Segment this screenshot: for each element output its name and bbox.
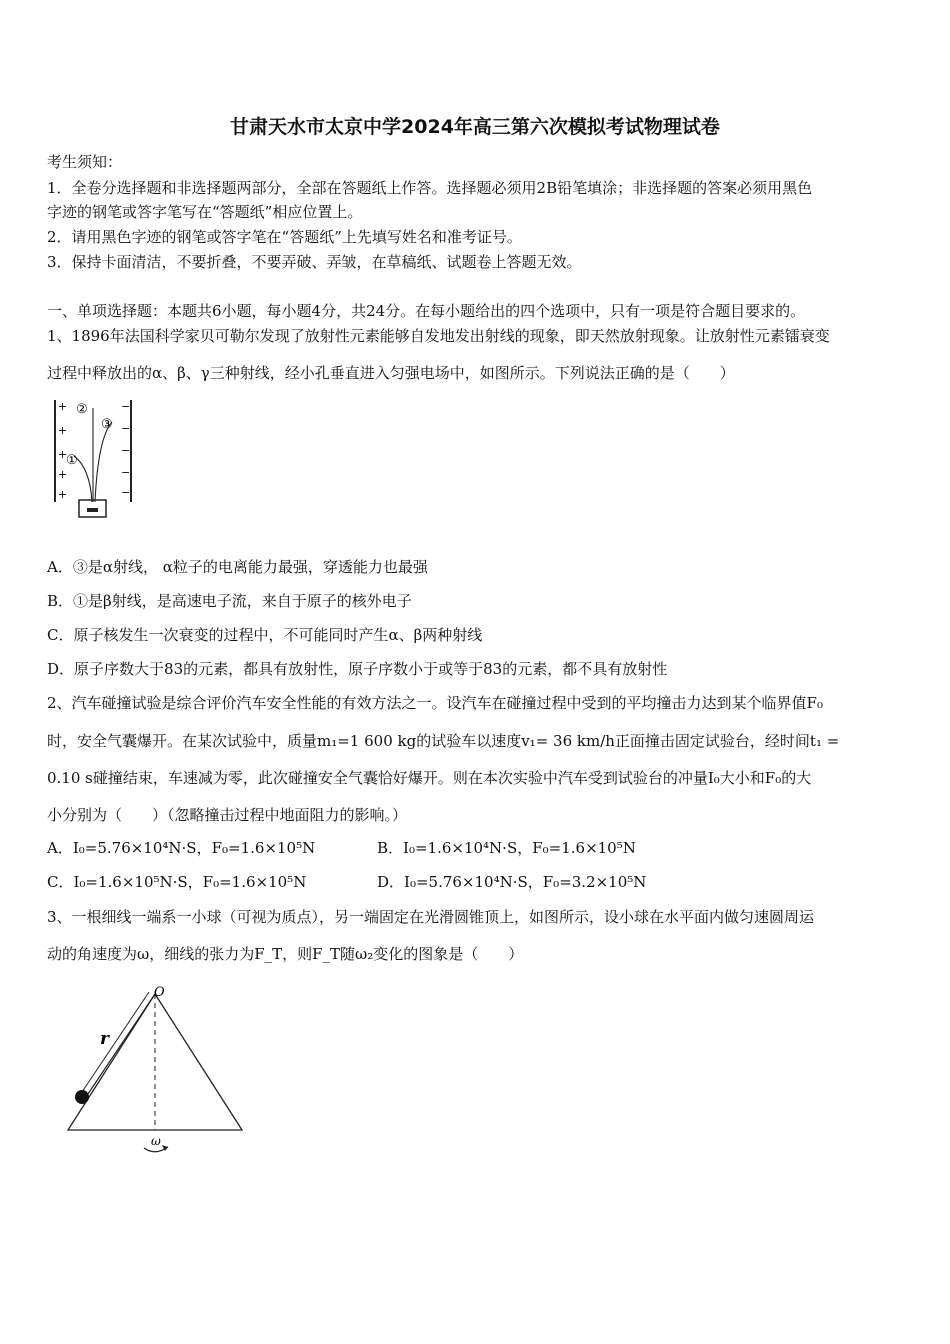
section-heading: 一、单项选择题：本题共6小题，每小题4分，共24分。在每小题给出的四个选项中，只有一项是符合题目要求的。 <box>47 302 806 320</box>
ray-3-label: ③ <box>101 417 113 432</box>
apex-label: O <box>154 985 165 1000</box>
q3-figure <box>60 982 250 1160</box>
q2-stem-line1: 2、汽车碰撞试验是综合评价汽车安全性能的有效方法之一。设汽车在碰撞过程中受到的平均撞击力达到某个临界值F₀ <box>47 694 823 712</box>
ray-2-label: ② <box>76 402 88 417</box>
q1-stem-line2: 过程中释放出的α、β、γ三种射线，经小孔垂直进入匀强电场中，如图所示。下列说法正确的是（ ） <box>47 364 735 382</box>
notice-item-1-cont: 字迹的钢笔或答字笔写在“答题纸”相应位置上。 <box>47 203 363 221</box>
q1-option-b: B．①是β射线，是高速电子流，来自于原子的核外电子 <box>47 592 412 610</box>
omega-label: ω <box>151 1134 161 1148</box>
q2-option-a: A．I₀=5.76×10⁴N·S，F₀=1.6×10⁵N <box>47 839 316 857</box>
string-line-outer <box>82 992 149 1092</box>
plus-sign: + <box>58 448 68 461</box>
notice-item-3: 3．保持卡面清洁，不要折叠，不要弄破、弄皱，在草稿纸、试题卷上答题无效。 <box>47 253 582 271</box>
q2-stem-line3: 0.10 s碰撞结束，车速减为零，此次碰撞安全气囊恰好爆开。则在本次实验中汽车受到试验台的冲量I₀大小和F₀的大 <box>47 769 812 787</box>
q2-option-d: D．I₀=5.76×10⁴N·S，F₀=3.2×10⁵N <box>377 873 647 891</box>
string-label: r <box>100 1029 109 1049</box>
q1-option-c: C．原子核发生一次衰变的过程中，不可能同时产生α、β两种射线 <box>47 626 483 644</box>
page-title: 甘肃天水市太京中学2024年高三第六次模拟考试物理试卷 <box>230 116 720 138</box>
notice-item-2: 2．请用黑色字迹的钢笔或答字笔在“答题纸”上先填写姓名和准考证号。 <box>47 228 522 246</box>
minus-sign: − <box>121 444 131 457</box>
ray-3-path <box>95 422 112 502</box>
q1-option-a: A．③是α射线， α粒子的电离能力最强，穿透能力也最强 <box>47 558 428 576</box>
minus-sign: − <box>121 466 131 479</box>
minus-sign: − <box>121 400 131 413</box>
q1-figure <box>52 398 142 520</box>
plus-sign: + <box>58 424 68 437</box>
plus-sign: + <box>58 400 68 413</box>
q1-option-d: D．原子序数大于83的元素，都具有放射性，原子序数小于或等于83的元素，都不具有放射性 <box>47 660 668 678</box>
minus-sign: − <box>121 422 131 435</box>
q2-option-c: C．I₀=1.6×10⁵N·S，F₀=1.6×10⁵N <box>47 873 307 891</box>
q2-option-b: B．I₀=1.6×10⁴N·S，F₀=1.6×10⁵N <box>377 839 636 857</box>
q2-stem-line2: 时，安全气囊爆开。在某次试验中，质量m₁=1 600 kg的试验车以速度v₁= 36 km/h正面撞击固定试验台，经时间t₁ = <box>47 732 840 750</box>
q3-stem-line2: 动的角速度为ω，细线的张力为F_T，则F_T随ω₂变化的图象是（ ） <box>47 945 524 963</box>
ball <box>75 1090 89 1104</box>
q1-stem-line1: 1、1896年法国科学家贝可勒尔发现了放射性元素能够自发地发出射线的现象，即天然放射现象。让放射性元素镭衰变 <box>47 327 830 345</box>
ray-1-label: ① <box>66 453 78 468</box>
q3-stem-line1: 3、一根细线一端系一小球（可视为质点），另一端固定在光滑圆锥顶上，如图所示，设小球在水平面内做匀速圆周运 <box>47 908 815 926</box>
plus-sign: + <box>58 488 68 501</box>
plus-sign: + <box>58 468 68 481</box>
notice-item-1: 1．全卷分选择题和非选择题两部分，全部在答题纸上作答。选择题必须用2B铅笔填涂；非选择题的答案必须用黑色 <box>47 179 813 197</box>
notice-heading: 考生须知： <box>47 153 123 171</box>
q2-stem-line4: 小分别为（ ）（忽略撞击过程中地面阻力的影响。） <box>47 806 408 824</box>
string-line <box>88 994 155 1094</box>
radium-sample <box>87 508 98 512</box>
minus-sign: − <box>121 486 131 499</box>
